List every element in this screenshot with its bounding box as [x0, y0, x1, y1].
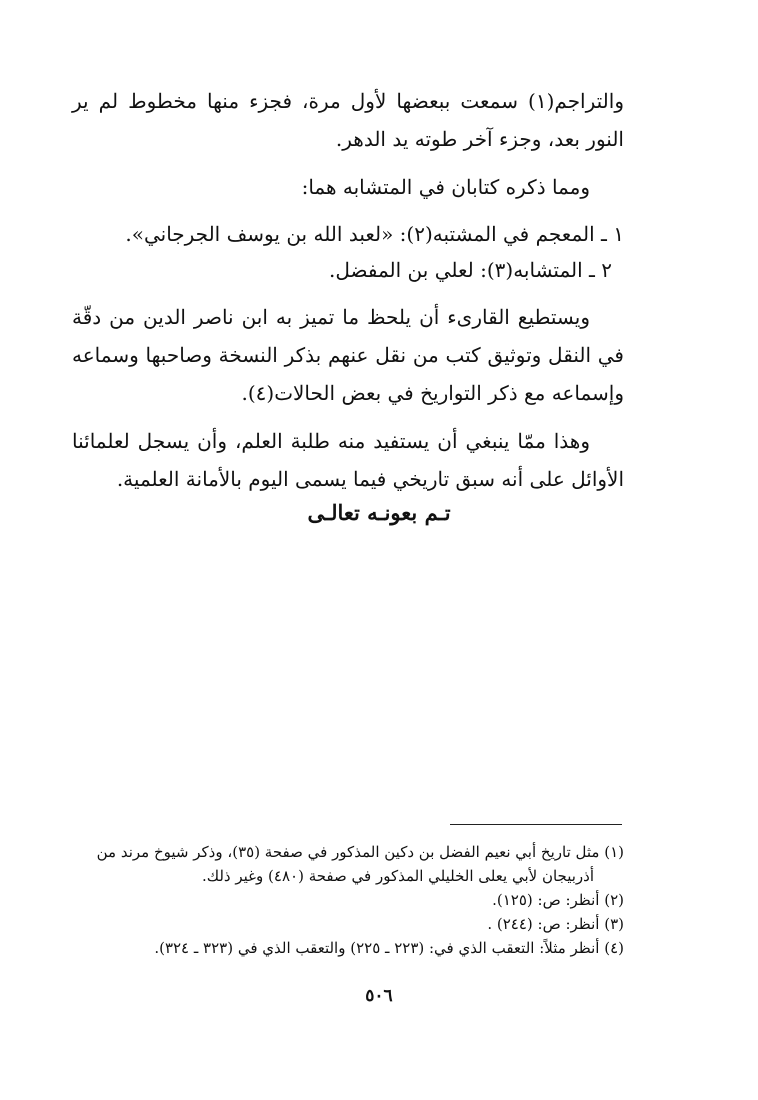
footnote-3: (٣) أنظر: ص: (٢٤٤) . [487, 915, 624, 933]
page-number: ٥٠٦ [365, 986, 393, 1006]
footnote-1-line-1: (١) مثل تاريخ أبي نعيم الفضل بن دكين المذكور في صفحة (٣٥)، وذكر شيوخ مرند من [96, 843, 624, 861]
closing-phrase: تـم بعونـه تعالـى [307, 500, 451, 525]
paragraph-1: والتراجم(١) سمعت ببعضها لأول مرة، فجزء منها مخطوط لم ير النور بعد، وجزء آخر طوته يد الدهر. [72, 89, 624, 151]
footnote-divider [450, 824, 622, 825]
main-text [72, 82, 624, 498]
footnote-2: (٢) أنظر: ص: (١٢٥). [492, 891, 624, 909]
paragraph-2: ومما ذكره كتابان في المتشابه هما: [301, 175, 590, 199]
list-item-1: ١ ـ المعجم في المشتبه(٢): «لعبد الله بن يوسف الجرجاني». [125, 222, 624, 246]
paragraph-3: ويستطيع القارىء أن يلحظ ما تميز به ابن ناصر الدين من دقّة في النقل وتوثيق كتب من نقل عنهم بذكر النسخة وصاحبها وسماعه وإسماعه مع ذكر التواريخ في بعض الحالات(٤). [72, 305, 624, 405]
footnote-1-line-2: أذربيجان لأبي يعلى الخليلي المذكور في صفحة (٤٨٠) وغير ذلك. [201, 867, 594, 885]
footnote-4: (٤) أنظر مثلاً: التعقب الذي في: (٢٢٣ ـ ٢٢٥) والتعقب الذي في (٣٢٣ ـ ٣٢٤). [154, 939, 624, 957]
footnotes [72, 840, 624, 960]
paragraph-4: وهذا ممّا ينبغي أن يستفيد منه طلبة العلم، وأن يسجل لعلمائنا الأوائل على أنه سبق تاريخي فيما يسمى اليوم بالأمانة العلمية. [72, 429, 624, 491]
list-item-2: ٢ ـ المتشابه(٣): لعلي بن المفضل. [329, 258, 612, 282]
